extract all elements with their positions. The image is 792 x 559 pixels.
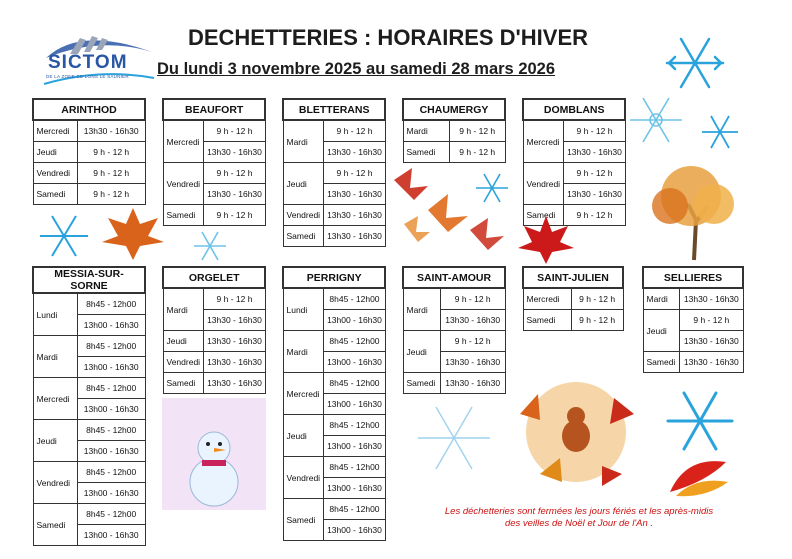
hours-cell: 13h00 - 16h30 xyxy=(324,436,386,457)
hours-cell: 8h45 - 12h00 xyxy=(77,420,145,441)
hours-cell: 9 h - 12 h xyxy=(204,288,266,310)
day-cell: Jeudi xyxy=(403,331,440,373)
hours-cell: 13h30 - 16h30 xyxy=(680,288,743,310)
maple-leaf-icon xyxy=(516,214,576,266)
snowflake-icon xyxy=(38,210,90,262)
day-cell: Vendredi xyxy=(283,457,324,499)
hours-cell: 13h00 - 16h30 xyxy=(77,315,145,336)
day-cell: Samedi xyxy=(523,310,571,331)
day-cell: Mardi xyxy=(403,288,440,331)
day-cell: Jeudi xyxy=(283,415,324,457)
logo-tagline: DE LA ZONE DE LONS LE SAUNIER xyxy=(46,74,129,79)
hours-cell: 9 h - 12 h xyxy=(680,310,743,331)
autumn-tree-icon xyxy=(636,160,746,266)
table-arinthod xyxy=(32,98,146,205)
hours-cell: 13h30 - 16h30 xyxy=(324,142,386,163)
hours-cell: 13h30 - 16h30 xyxy=(204,331,266,352)
table-orgelet xyxy=(162,266,266,394)
hours-cell: 9 h - 12 h xyxy=(204,205,266,226)
day-cell: Mercredi xyxy=(523,120,564,163)
table-chaumergy xyxy=(402,98,506,163)
hours-cell: 8h45 - 12h00 xyxy=(324,331,386,352)
day-cell: Vendredi xyxy=(163,163,204,205)
site-name: ORGELET xyxy=(163,267,265,288)
closure-note xyxy=(420,506,738,530)
logo-name: SICTOM xyxy=(48,52,128,73)
hours-cell: 13h00 - 16h30 xyxy=(77,441,145,462)
day-cell: Samedi xyxy=(163,373,204,394)
site-name: MESSIA-SUR-SORNE xyxy=(33,267,145,293)
hours-cell: 13h00 - 16h30 xyxy=(324,478,386,499)
hours-cell: 8h45 - 12h00 xyxy=(77,378,145,399)
autumn-leaves-icon xyxy=(666,452,732,498)
day-cell: Samedi xyxy=(163,205,204,226)
closure-note-line2: des veilles de Noël et Jour de l'An . xyxy=(504,518,654,529)
hours-cell: 13h00 - 16h30 xyxy=(77,357,145,378)
hours-cell: 9 h - 12 h xyxy=(571,288,623,310)
site-name: PERRIGNY xyxy=(283,267,385,288)
day-cell: Samedi xyxy=(643,352,680,373)
site-name: SELLIERES xyxy=(643,267,743,288)
hours-cell: 13h30 - 16h30 xyxy=(440,373,505,394)
day-cell: Vendredi xyxy=(33,163,77,184)
hours-cell: 13h30 - 16h30 xyxy=(440,352,505,373)
hours-cell: 9 h - 12 h xyxy=(324,120,386,142)
day-cell: Samedi xyxy=(283,499,324,541)
table-messia-sur-sorne xyxy=(32,266,146,546)
day-cell: Jeudi xyxy=(643,310,680,352)
site-name: DOMBLANS xyxy=(523,99,625,120)
hours-cell: 13h30 - 16h30 xyxy=(204,352,266,373)
hours-cell: 9 h - 12 h xyxy=(564,163,626,184)
hours-cell: 9 h - 12 h xyxy=(204,120,266,142)
day-cell: Jeudi xyxy=(33,420,77,462)
hours-cell: 13h00 - 16h30 xyxy=(324,394,386,415)
hours-cell: 8h45 - 12h00 xyxy=(77,462,145,483)
hours-cell: 13h30 - 16h30 xyxy=(680,331,743,352)
site-name: SAINT-JULIEN xyxy=(523,267,623,288)
day-cell: Samedi xyxy=(33,184,77,205)
day-cell: Mardi xyxy=(643,288,680,310)
table-domblans xyxy=(522,98,626,226)
hours-cell: 9 h - 12 h xyxy=(449,142,505,163)
hours-cell: 13h30 - 16h30 xyxy=(564,142,626,163)
site-name: ARINTHOD xyxy=(33,99,145,120)
day-cell: Mercredi xyxy=(33,120,77,142)
day-cell: Samedi xyxy=(403,373,440,394)
maple-leaf-icon xyxy=(100,206,166,262)
page-title: DECHETTERIES : HORAIRES D'HIVER xyxy=(187,25,589,50)
day-cell: Jeudi xyxy=(163,331,204,352)
snowman-illustration xyxy=(162,398,266,510)
day-cell: Mardi xyxy=(283,331,324,373)
hours-cell: 13h30 - 16h30 xyxy=(440,310,505,331)
day-cell: Jeudi xyxy=(33,142,77,163)
table-beaufort xyxy=(162,98,266,226)
squirrel-leaves-illustration xyxy=(510,374,642,492)
hours-cell: 13h30 - 16h30 xyxy=(680,352,743,373)
day-cell: Mardi xyxy=(163,288,204,331)
hours-cell: 13h30 - 16h30 xyxy=(204,184,266,205)
hours-cell: 9 h - 12 h xyxy=(77,163,145,184)
hours-cell: 13h00 - 16h30 xyxy=(77,399,145,420)
hours-cell: 13h30 - 16h30 xyxy=(324,226,386,247)
day-cell: Vendredi xyxy=(163,352,204,373)
snowflake-icon xyxy=(700,112,740,152)
snowflake-icon xyxy=(664,32,726,94)
hours-cell: 13h00 - 16h30 xyxy=(77,525,145,546)
day-cell: Mercredi xyxy=(283,373,324,415)
hours-cell: 8h45 - 12h00 xyxy=(77,504,145,525)
table-saint-amour xyxy=(402,266,506,394)
day-cell: Samedi xyxy=(523,205,564,226)
day-cell: Samedi xyxy=(283,226,324,247)
hours-cell: 8h45 - 12h00 xyxy=(324,457,386,478)
table-saint-julien xyxy=(522,266,624,331)
day-cell: Jeudi xyxy=(283,163,324,205)
day-cell: Vendredi xyxy=(283,205,324,226)
day-cell: Mercredi xyxy=(33,378,77,420)
hours-cell: 8h45 - 12h00 xyxy=(324,415,386,436)
hours-cell: 13h00 - 16h30 xyxy=(324,310,386,331)
day-cell: Mardi xyxy=(283,120,324,163)
snowflake-icon xyxy=(414,398,494,478)
closure-note-line1: Les déchetteries sont fermées les jours fériés et les après-midis xyxy=(444,506,714,517)
hours-cell: 13h00 - 16h30 xyxy=(77,483,145,504)
hours-cell: 9 h - 12 h xyxy=(440,331,505,352)
snowflake-icon xyxy=(474,170,510,206)
hours-cell: 13h30 - 16h30 xyxy=(564,184,626,205)
hours-cell: 8h45 - 12h00 xyxy=(324,499,386,520)
table-sellieres xyxy=(642,266,744,373)
day-cell: Samedi xyxy=(33,504,77,546)
day-cell: Lundi xyxy=(33,293,77,336)
hours-cell: 9 h - 12 h xyxy=(324,163,386,184)
hours-cell: 13h30 - 16h30 xyxy=(324,205,386,226)
hours-cell: 9 h - 12 h xyxy=(564,205,626,226)
hours-cell: 9 h - 12 h xyxy=(77,184,145,205)
hours-cell: 8h45 - 12h00 xyxy=(77,293,145,315)
hours-cell: 13h30 - 16h30 xyxy=(204,373,266,394)
site-name: SAINT-AMOUR xyxy=(403,267,505,288)
hours-cell: 9 h - 12 h xyxy=(77,142,145,163)
hours-cell: 13h30 - 16h30 xyxy=(324,184,386,205)
day-cell: Mardi xyxy=(33,336,77,378)
site-name: BEAUFORT xyxy=(163,99,265,120)
hours-cell: 9 h - 12 h xyxy=(449,120,505,142)
hours-cell: 13h30 - 16h30 xyxy=(204,142,266,163)
hours-cell: 9 h - 12 h xyxy=(440,288,505,310)
hours-cell: 13h00 - 16h30 xyxy=(324,352,386,373)
page-subtitle: Du lundi 3 novembre 2025 au samedi 28 mars 2026 xyxy=(157,60,556,78)
site-name: BLETTERANS xyxy=(283,99,385,120)
hours-cell: 8h45 - 12h00 xyxy=(324,373,386,394)
day-cell: Samedi xyxy=(403,142,449,163)
snowflake-icon xyxy=(192,228,228,264)
snowflake-icon xyxy=(664,388,736,454)
site-name: CHAUMERGY xyxy=(403,99,505,120)
hours-cell: 9 h - 12 h xyxy=(204,163,266,184)
day-cell: Lundi xyxy=(283,288,324,331)
day-cell: Vendredi xyxy=(33,462,77,504)
day-cell: Mercredi xyxy=(523,288,571,310)
hours-cell: 13h30 - 16h30 xyxy=(77,120,145,142)
day-cell: Mercredi xyxy=(163,120,204,163)
hours-cell: 8h45 - 12h00 xyxy=(324,288,386,310)
table-bletterans xyxy=(282,98,386,247)
hours-cell: 9 h - 12 h xyxy=(564,120,626,142)
day-cell: Mardi xyxy=(403,120,449,142)
hours-cell: 13h30 - 16h30 xyxy=(204,310,266,331)
hours-cell: 9 h - 12 h xyxy=(571,310,623,331)
hours-cell: 8h45 - 12h00 xyxy=(77,336,145,357)
table-perrigny xyxy=(282,266,386,541)
day-cell: Vendredi xyxy=(523,163,564,205)
hours-cell: 13h00 - 16h30 xyxy=(324,520,386,541)
snowflake-icon xyxy=(628,92,684,148)
